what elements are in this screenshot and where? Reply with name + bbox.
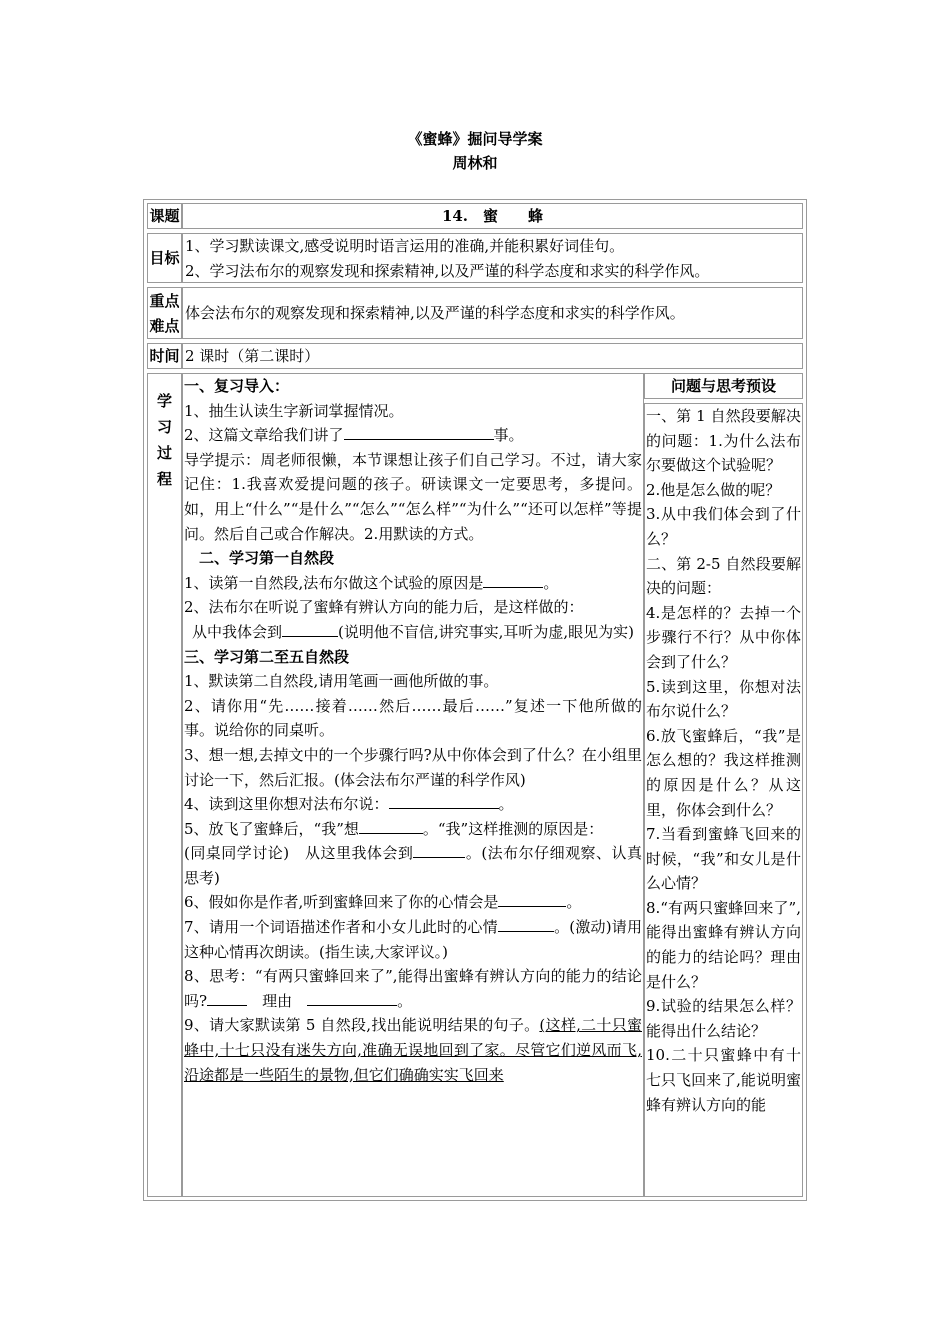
s2-line-3: [184, 620, 642, 645]
s3-line-7-text: 7、请用一个词语描述作者和小女儿此时的心情: [184, 918, 498, 937]
goal-label: 目标: [147, 233, 182, 283]
s3-line-4-end: 。: [498, 795, 514, 814]
side-item: 10.二十只蜜蜂中有十七只飞回来了,能说明蜜蜂有辨认方向的能: [646, 1046, 801, 1114]
s3-line-3: 3、想一想,去掉文中的一个步骤行吗?从中你体会到了什么？在小组里讨论一下，然后汇报。(体会法布尔严谨的科学作风): [184, 745, 642, 789]
topic-label: 课题: [147, 203, 182, 229]
process-main: [182, 373, 644, 1197]
s2-line-3-text: 从中我体会到: [192, 622, 283, 641]
answer-blank[interactable]: [359, 817, 423, 834]
s1-line-2: [184, 423, 642, 448]
guide-tip: 导学提示：周老师很懒，本节课想让孩子们自己学习。不过，请大家记住：1.我喜欢爱提问题的孩子。研读课文一定要思考，多提问。如，用上“什么”“是什么”“怎么”“怎么样”“为什么”“还可以怎样”等提问。然后自己或合作解决。2.用默读的方式。: [184, 450, 642, 543]
s2-line-1-text: 1、读第一自然段,法布尔做这个试验的原因是: [184, 573, 484, 592]
answer-blank[interactable]: [207, 989, 247, 1006]
section-2-heading: 二、学习第一自然段: [199, 549, 335, 568]
answer-blank[interactable]: [413, 841, 465, 858]
s3-line-8-reason: 理由: [262, 991, 293, 1010]
side-item: 一、第 1 自然段要解决的问题：1.为什么法布尔要做这个试验呢？: [646, 407, 801, 475]
s3-line-5: [184, 817, 642, 842]
s3-line-8: [184, 964, 642, 1013]
answer-blank[interactable]: [498, 890, 566, 907]
topic-value: 14. 蜜 蜂: [182, 203, 803, 229]
s3-line-9: [184, 1013, 642, 1087]
focus-value: 体会法布尔的观察发现和探索精神,以及严谨的科学态度和求实的科学作风。: [182, 287, 803, 339]
focus-label-2: 难点: [149, 317, 180, 335]
side-item: 2.他是怎么做的呢？: [646, 480, 781, 499]
s3-line-1: 1、默读第二自然段,请用笔画一画他所做的事。: [184, 672, 499, 691]
s3-line-5b-text: (同桌同学讨论) 从这里我体会到: [184, 844, 414, 863]
answer-blank[interactable]: [483, 571, 543, 588]
s3-line-6-end: 。: [566, 893, 582, 912]
side-item: 6.放飞蜜蜂后，“我”是怎么想的？我这样推测的原因是什么？从这里，你体会到什么？: [646, 726, 801, 819]
s2-line-1: [184, 571, 642, 596]
side-item: 7.当看到蜜蜂飞回来的时候，“我”和女儿是什么心情？: [646, 825, 801, 893]
s2-line-3-note: (说明他不盲信,讲究事实,耳听为虚,眼见为实): [338, 622, 635, 641]
side-item: 3.从中我们体会到了什么？: [646, 505, 801, 548]
time-value: 2 课时（第二课时）: [182, 343, 803, 369]
document-title: 《蜜蜂》掘问导学案: [407, 130, 543, 148]
process-label-char: 学: [156, 392, 172, 410]
focus-label-1: 重点: [149, 292, 180, 310]
s3-line-7-note: 。(激动)请用这种心情再次朗读。(指生读,大家评议。): [184, 918, 642, 961]
section-3-heading: 三、学习第二至五自然段: [184, 647, 350, 666]
s1-line-2-end: 事。: [493, 426, 524, 445]
s3-line-4: [184, 792, 642, 817]
s3-line-8-end: 。: [397, 991, 413, 1010]
s3-line-5-text: 5、放飞了蜜蜂后，“我”想: [184, 819, 359, 838]
s3-line-4-text: 4、读到这里你想对法布尔说：: [184, 795, 389, 814]
answer-blank[interactable]: [389, 792, 499, 809]
focus-label: [147, 287, 182, 339]
s2-line-1-end: 。: [543, 573, 559, 592]
answer-blank[interactable]: [344, 423, 494, 440]
answer-blank[interactable]: [282, 620, 338, 637]
s3-line-5-mid: 。“我”这样推测的原因是：: [422, 819, 604, 838]
side-item: 9.试验的结果怎么样？能得出什么结论？: [646, 997, 801, 1040]
answer-blank[interactable]: [498, 915, 554, 932]
s1-line-2-text: 2、这篇文章给我们讲了: [184, 426, 344, 445]
side-item: 5.读到这里，你想对法布尔说什么？: [646, 677, 801, 721]
s3-line-5b: [184, 841, 642, 890]
s2-line-2: 2、法布尔在听说了蜜蜂有辨认方向的能力后，是这样做的：: [184, 598, 584, 617]
process-label-char: 习: [156, 418, 172, 436]
side-heading: 问题与思考预设: [644, 373, 803, 399]
goal-line-2: 2、学习法布尔的观察发现和探索精神,以及严谨的科学态度和求实的科学作风。: [185, 261, 710, 280]
s3-line-9-quote: (这样,二十只蜜蜂中,十七只没有迷失方向,准确无误地回到了家。尽管它们逆风而飞,沿途都是一些陌生的景物,但它们确确实实飞回来: [184, 1016, 642, 1084]
goal-value: [182, 233, 803, 283]
s3-line-9-text: 9、请大家默读第 5 自然段,找出能说明结果的句子。: [184, 1016, 540, 1035]
s3-line-8-text: 8、思考：“有两只蜜蜂回来了”,能得出蜜蜂有辨认方向的能力的结论吗?: [184, 967, 642, 1010]
side-item: 4.是怎样的？去掉一个步骤行不行？从中你体会到了什么？: [646, 603, 801, 671]
s3-line-6: [184, 890, 642, 915]
process-label-char: 过: [156, 444, 172, 462]
s3-line-2: 2、请你用“先……接着……然后……最后……”复述一下他所做的事。说给你的同桌听。: [184, 696, 642, 740]
process-label: [147, 373, 182, 1197]
s1-line-1: 1、抽生认读生字新词掌握情况。: [184, 401, 404, 420]
s3-line-6-text: 6、假如你是作者,听到蜜蜂回来了你的心情会是: [184, 893, 499, 912]
document-author: 周林和: [452, 154, 498, 172]
s3-line-5b-note: 。(法布尔仔细观察、认真思考): [184, 844, 642, 887]
section-1-heading: 一、复习导入：: [184, 377, 290, 395]
answer-blank[interactable]: [307, 989, 397, 1006]
goal-line-1: 1、学习默读课文,感受说明时语言运用的准确,并能积累好词佳句。: [185, 237, 625, 255]
side-item: 二、第 2-5 自然段要解决的问题：: [646, 554, 801, 598]
side-item: 8.“有两只蜜蜂回来了”,能得出蜜蜂有辨认方向的能力的结论吗？理由是什么？: [646, 898, 801, 991]
time-label: 时间: [147, 343, 182, 369]
s3-line-7: [184, 915, 642, 964]
process-label-char: 程: [156, 470, 172, 488]
side-questions: [644, 403, 803, 1197]
